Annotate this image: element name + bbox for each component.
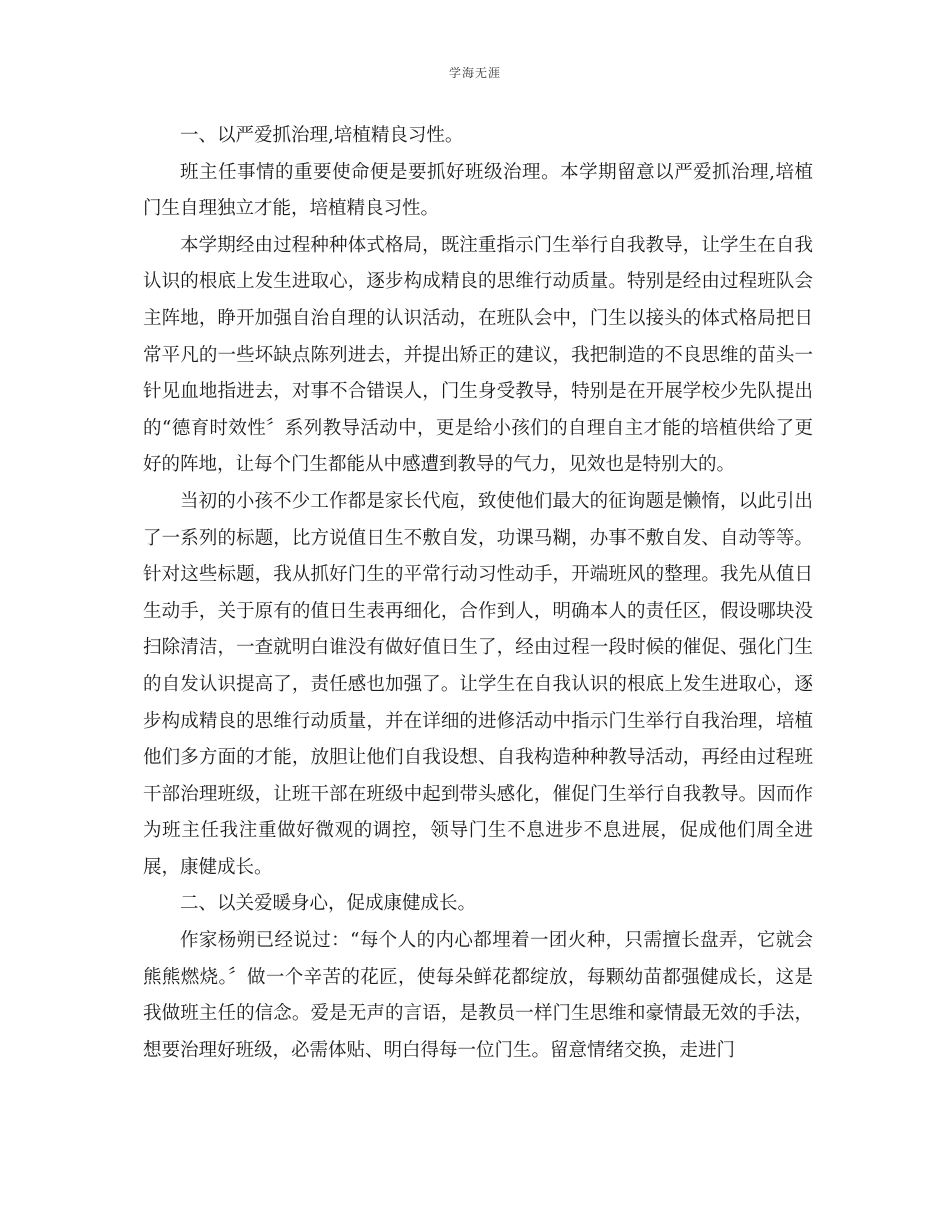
paragraph: 作家杨朔已经说过：“每个人的内心都埋着一团火种，只需擅长盘弄，它就会熊熊燃烧。〞做一个辛苦的花匠，使每朵鲜花都绽放，每颗幼苗都强健成长，这是我做班主任的信念。爱是无声的言语，是教员一样门生思维和豪情最无效的手法，想要治理好班级，必需体贴、明白得每一位门生。留意情绪交换，走进门	[143, 930, 813, 1061]
document-body	[143, 118, 813, 1069]
page-header: 学海无涯	[448, 66, 501, 80]
paragraph: 本学期经由过程种种体式格局，既注重指示门生举行自我教导，让学生在自我认识的根底上发生进取心，逐步构成精良的思维行动质量。特别是经由过程班队会主阵地，睁开加强自治自理的认识活动，在班队会中，门生以接头的体式格局把日常平凡的一些坏缺点陈列进去，并提出矫正的建议，我把制造的不良思维的苗头一针见血地指进去，对事不合错误人，门生身受教导，特别是在开展学校少先队提出的“德育时效性〞系列教导活动中，更是给小孩们的自理自主才能的培植供给了更好的阵地，让每个门生都能从中感遭到教导的气力，见效也是特别大的。	[143, 234, 813, 476]
paragraph: 班主任事情的重要使命便是要抓好班级治理。本学期留意以严爱抓治理,培植门生自理独立才能，培植精良习性。	[143, 161, 813, 220]
section-heading-1: 一、以严爱抓治理,培植精良习性。	[180, 125, 464, 146]
section-heading-2: 二、以关爱暖身心，促成康健成长。	[180, 893, 477, 915]
paragraph: 当初的小孩不少工作都是家长代庖，致使他们最大的征询题是懒惰，以此引出了一系列的标题，比方说值日生不敷自发，功课马糊，办事不敷自发、自动等等。针对这些标题，我从抓好门生的平常行动习性动手，开端班风的整理。我先从值日生动手，关于原有的值日生表再细化，合作到人，明确本人的责任区，假设哪块没扫除清洁，一查就明白谁没有做好值日生了，经由过程一段时候的催促、强化门生的自发认识提高了，责任感也加强了。让学生在自我认识的根底上发生进取心，逐步构成精良的思维行动质量，并在详细的进修活动中指示门生举行自我治理，培植他们多方面的才能，放胆让他们自我设想、自我构造种种教导活动，再经由过程班干部治理班级，让班干部在班级中起到带头感化，催促门生举行自我教导。因而作为班主任我注重做好微观的调控，领导门生不息进步不息进展，促成他们周全进展，康健成长。	[143, 490, 813, 878]
